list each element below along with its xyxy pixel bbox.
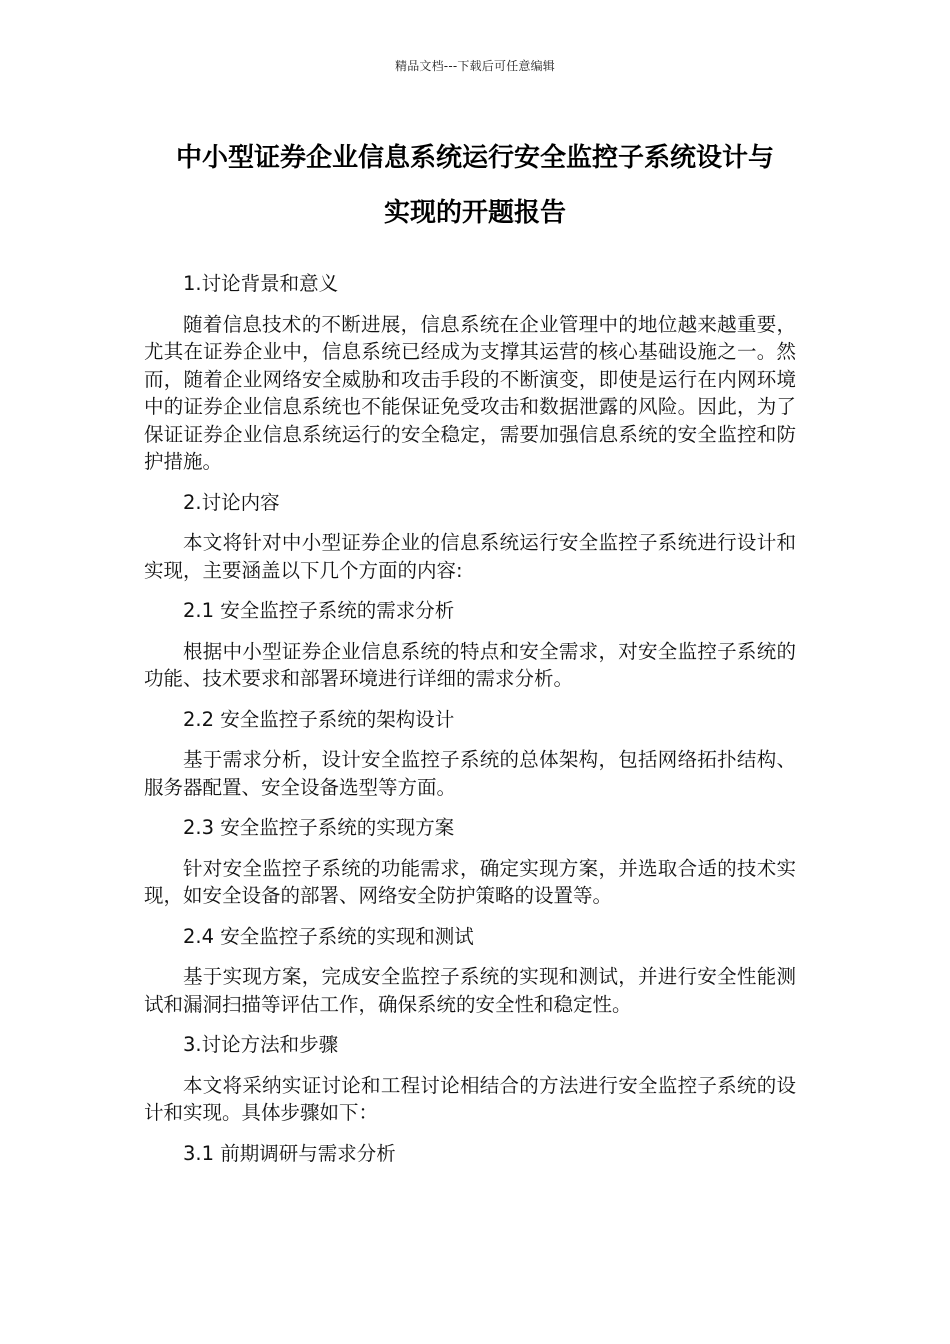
- section-heading: 1.讨论背景和意义: [183, 272, 339, 295]
- subsection-heading: 2.2 安全监控子系统的架构设计: [183, 707, 455, 731]
- section-heading: 2.讨论内容: [183, 490, 280, 514]
- document-title-line-1: 中小型证券企业信息系统运行安全监控子系统设计与: [175, 143, 774, 173]
- section-heading: 3.讨论方法和步骤: [183, 1033, 339, 1056]
- subsection-heading: 3.1 前期调研与需求分析: [183, 1141, 396, 1165]
- body-paragraph: 根据中小型证券企业信息系统的特点和安全需求，对安全监控子系统的功能、技术要求和部署环境进行详细的需求分析。: [144, 639, 796, 690]
- body-paragraph: 基于实现方案，完成安全监控子系统的实现和测试，并进行安全性能测试和漏洞扫描等评估工作，确保系统的安全性和稳定性。: [144, 965, 796, 1016]
- body-paragraph: 基于需求分析，设计安全监控子系统的总体架构，包括网络拓扑结构、服务器配置、安全设备选型等方面。: [144, 748, 796, 799]
- header-note: 精品文档---下载后可任意编辑: [395, 59, 555, 73]
- document-title-line-2: 实现的开题报告: [383, 198, 566, 228]
- body-paragraph: 随着信息技术的不断进展，信息系统在企业管理中的地位越来越重要，尤其在证券企业中，信息系统已经成为支撑其运营的核心基础设施之一。然而，随着企业网络安全威胁和攻击手段的不断演变，即使是运行在内网环境中的证券企业信息系统也不能保证免受攻击和数据泄露的风险。因此，为了保证证券企业信息系统运行的安全稳定，需要加强信息系统的安全监控和防护措施。: [144, 312, 796, 473]
- subsection-heading: 2.1 安全监控子系统的需求分析: [183, 599, 455, 622]
- body-paragraph: 本文将针对中小型证券企业的信息系统运行安全监控子系统进行设计和实现，主要涵盖以下几个方面的内容:: [144, 531, 796, 582]
- subsection-heading: 2.3 安全监控子系统的实现方案: [183, 816, 455, 839]
- subsection-heading: 2.4 安全监控子系统的实现和测试: [183, 924, 474, 948]
- document-body: [144, 270, 796, 1180]
- body-paragraph: 针对安全监控子系统的功能需求，确定实现方案，并选取合适的技术实现，如安全设备的部署、网络安全防护策略的设置等。: [144, 856, 796, 907]
- body-paragraph: 本文将采纳实证讨论和工程讨论相结合的方法进行安全监控子系统的设计和实现。具体步骤如下：: [144, 1073, 796, 1124]
